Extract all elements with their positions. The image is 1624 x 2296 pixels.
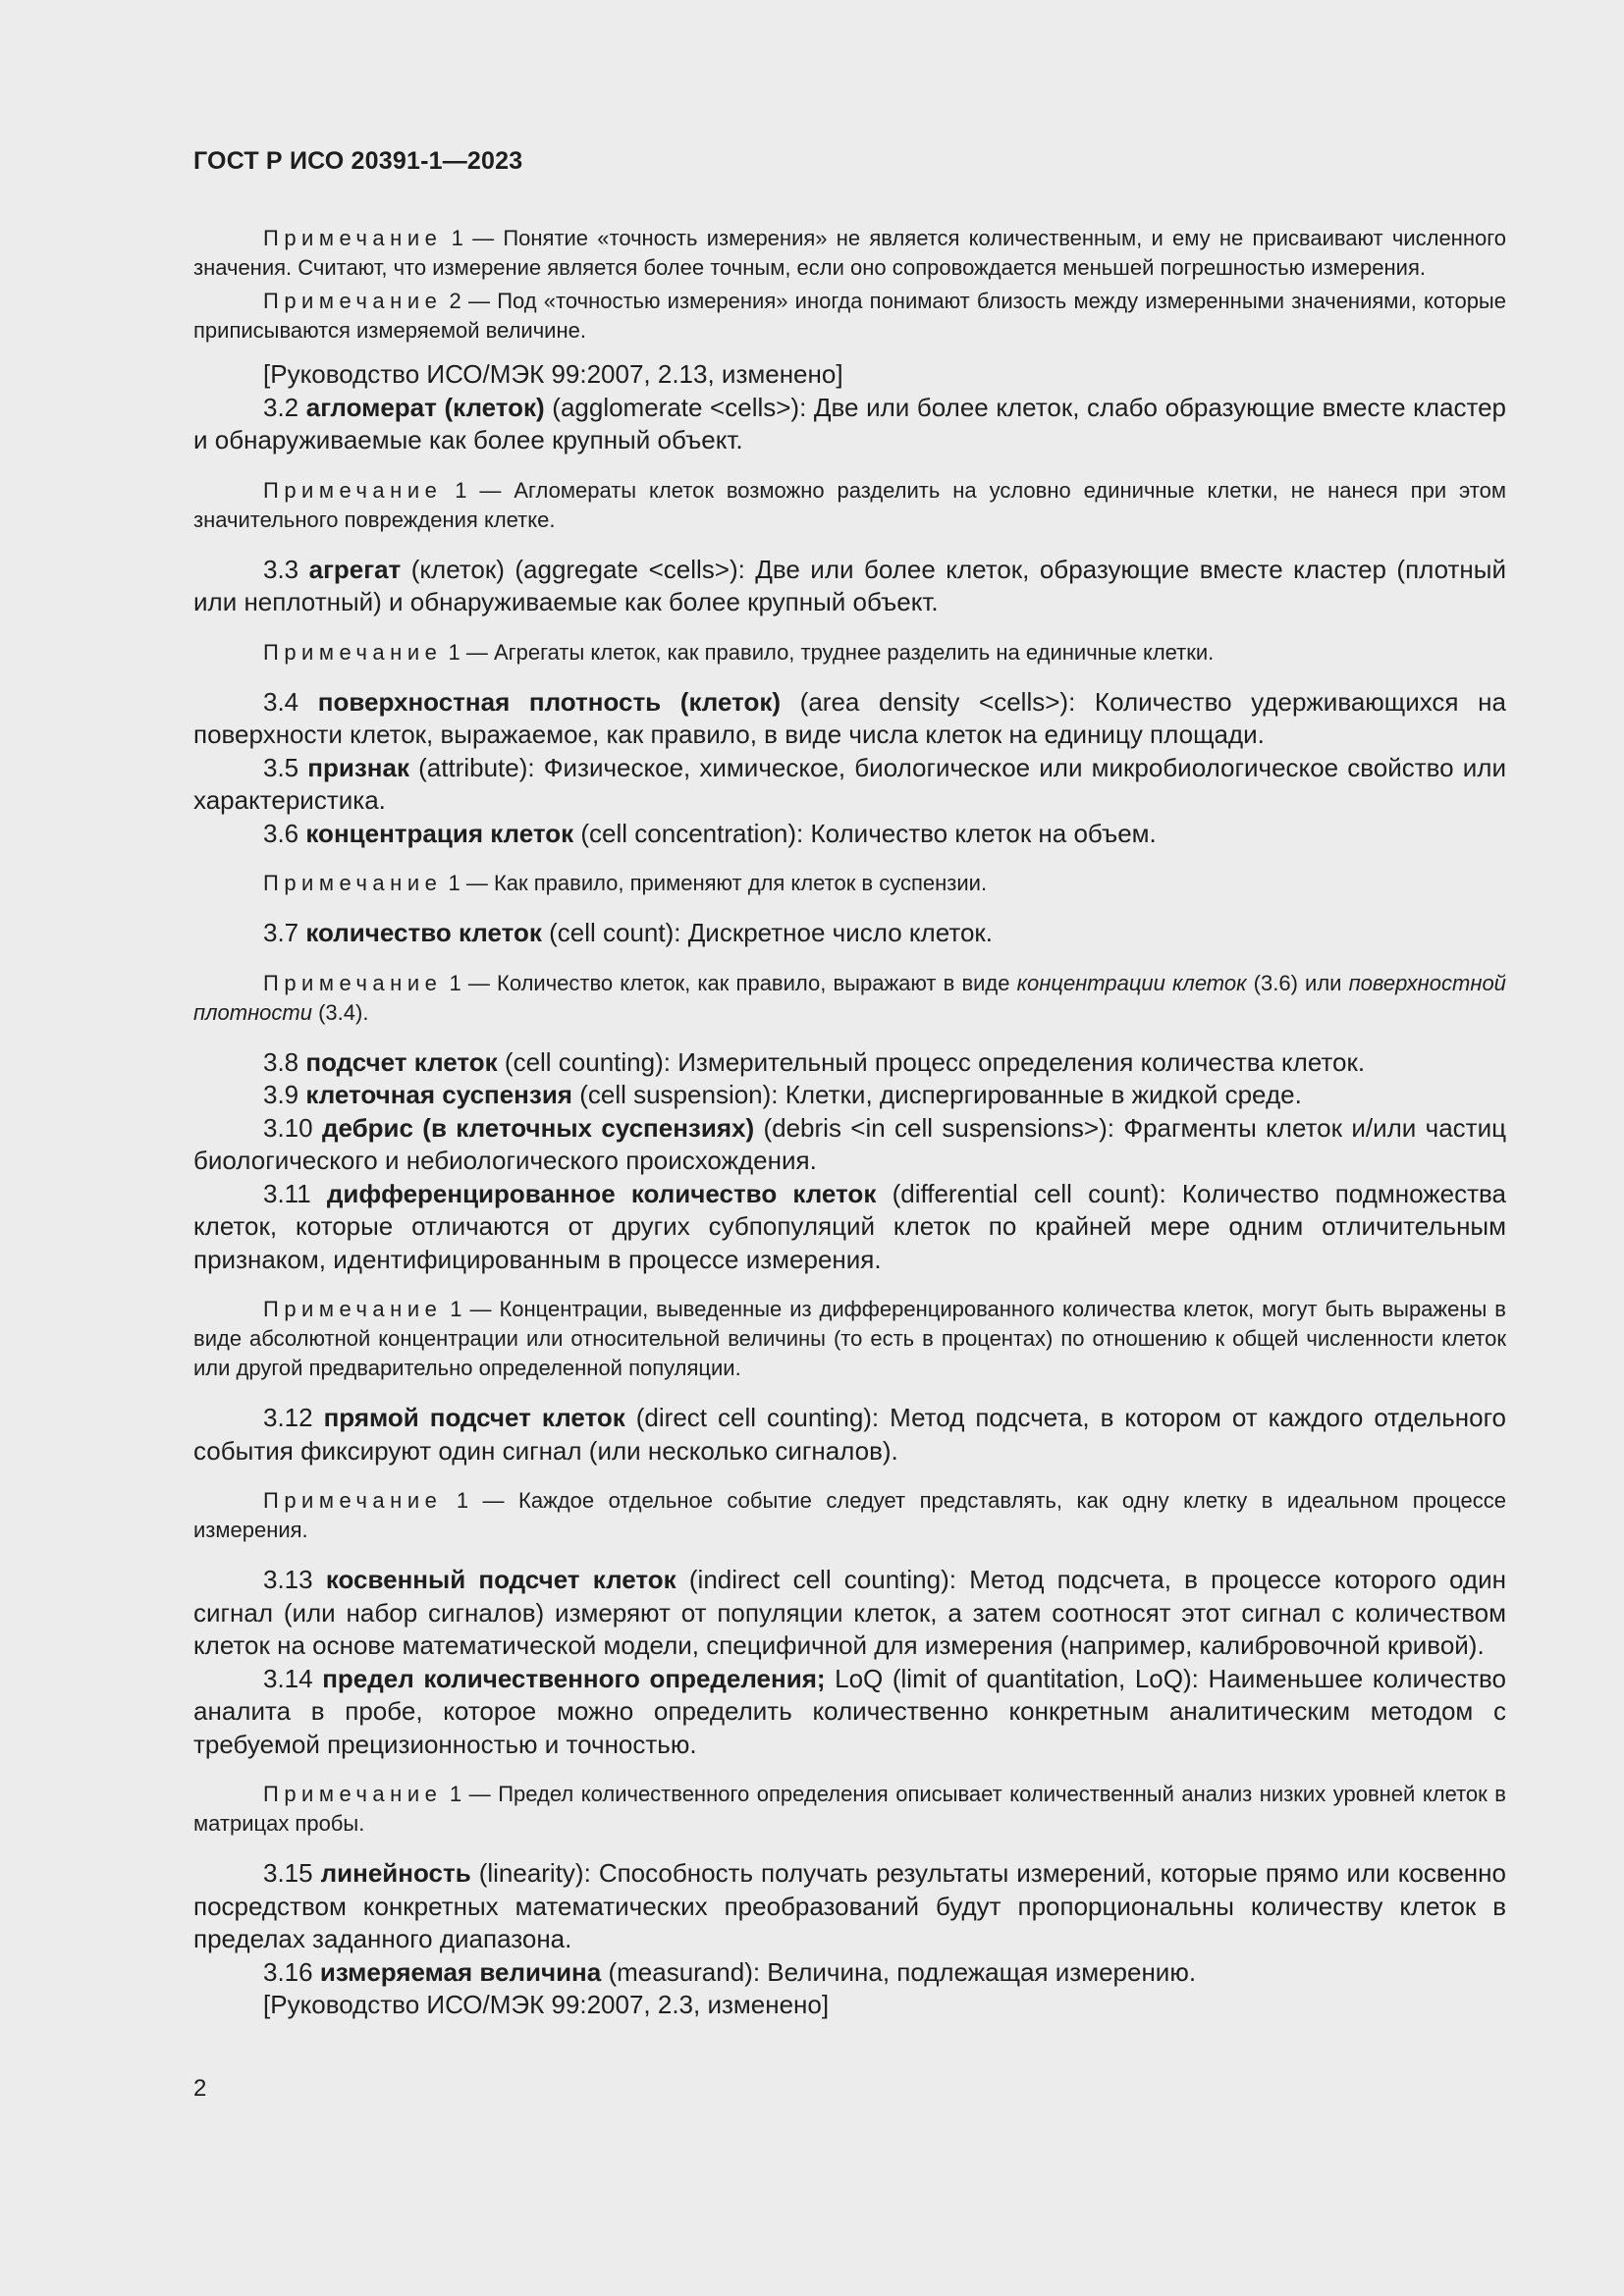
note [193,1295,1506,1383]
term-definition: (attribute): Физическое, химическое, биологическое или микробиологическое свойство или характеристика. [193,752,1506,815]
note [193,969,1506,1028]
note-label: Примечание [263,477,443,503]
term-definition: (cell concentration): Количество клеток на объем. [580,818,1157,848]
term-entry [193,1663,1506,1762]
term-definition: (cell suspension): Клетки, диспергированные в жидкой среде. [579,1080,1302,1109]
term-name: концентрация клеток [305,818,574,848]
note-number: 1 — [448,639,488,665]
term-entry [193,1046,1506,1080]
note-text: Под «точностью измерения» иногда понимают близость между измеренными значениями, которые приписываются измеряемой величине. [193,289,1506,343]
term-name: признак [307,752,409,782]
note-text: Агрегаты клеток, как правило, труднее разделить на единичные клетки. [493,639,1215,665]
note [193,638,1506,667]
note-label: Примечание [263,1488,443,1513]
term-name: линейность [320,1858,471,1888]
note-number: 1 — [455,477,502,503]
term-definition: (cell count): Дискретное число клеток. [549,918,993,947]
term-entry [193,392,1506,457]
note-text: Агломераты клеток возможно разделить на условно единичные клетки, не нанеся при этом значительного повреждения клетке. [193,477,1506,532]
standard-title: ГОСТ Р ИСО 20391-1—2023 [193,147,523,175]
term-number: 3.13 [263,1565,313,1594]
note-number: 1 — [451,226,495,250]
term-definition: (area density <cells>): Количество удерживающихся на поверхности клеток, выражаемое, как правило, в виде числа клеток на единицу площади. [193,686,1506,749]
note-label: Примечание [263,639,443,665]
term-name: количество клеток [305,918,542,947]
term-entry [193,1178,1506,1277]
term-name: клеточная суспензия [305,1080,572,1109]
note-text: Как правило, применяют для клеток в суспензии. [493,871,988,895]
note [193,1780,1506,1839]
note-text: Предел количественного определения описывает количественный анализ низких уровней клеток в матрицах пробы. [193,1782,1506,1836]
term-entry [193,1402,1506,1468]
term-number: 3.14 [263,1663,313,1693]
term-entry [193,917,1506,950]
term-name: агрегат [308,554,402,584]
term-definition: (linearity): Способность получать результаты измерений, которые прямо или косвенно посредством конкретных математических преобразований будут пропорциональны количеству клеток в пределах заданного диапазона. [193,1858,1506,1953]
term-number: 3.3 [263,554,299,584]
term-definition: (direct cell counting): Метод подсчета, в котором от каждого отдельного события фиксируют один сигнал (или несколько сигналов). [193,1403,1506,1466]
term-number: 3.5 [263,752,299,782]
note-label: Примечание [263,1782,443,1806]
term-entry [193,1956,1506,1990]
document-body [193,224,1506,2022]
term-number: 3.6 [263,818,299,848]
source-reference: [Руководство ИСО/МЭК 99:2007, 2.13, изменено] [263,359,843,389]
term-name: подсчет клеток [305,1046,498,1077]
term-name: прямой подсчет клеток [323,1403,625,1432]
term-number: 3.12 [263,1403,313,1432]
term-reference: концентрации клеток [1016,970,1247,995]
term-number: 3.4 [263,686,299,717]
term-entry [193,1857,1506,1956]
note [193,287,1506,346]
term-definition: LoQ (limit of quantitation, LoQ): Наименьшее количество аналита в пробе, которое можно определить количественно конкретным аналитическим методом с требуемой прецизионностью и точностью. [193,1663,1506,1759]
note-text: Понятие «точность измерения» не является количественным, и ему не присваивают численного значения. Считают, что измерение является более точным, если оно сопровождается меньшей погрешностью измерения. [193,226,1506,280]
term-number: 3.16 [263,1956,313,1987]
note-number: 1 — [448,871,488,895]
term-definition: (indirect cell counting): Метод подсчета, в процессе которого один сигнал (или набор сигналов) измеряют от популяции клеток, а затем соотносят этот сигнал с количеством клеток на основе математической модели, специфичной для измерения (например, калибровочной кривой). [193,1565,1506,1660]
note-number: 1 — [450,1297,492,1321]
term-entry [193,686,1506,752]
note-label: Примечание [263,226,443,250]
term-entry [193,1564,1506,1663]
note-text: Количество клеток, как правило, выражают в виде [497,970,1010,995]
term-reference: поверхностной плотности [193,970,1506,1025]
note-text: (3.4). [318,999,369,1025]
term-name: измеряемая величина [319,1956,602,1987]
note [193,1486,1506,1545]
term-definition: (cell counting): Измерительный процесс определения количества клеток. [504,1046,1366,1077]
term-number: 3.11 [263,1178,311,1208]
term-name: поверхностная плотность (клеток) [317,686,782,717]
note-text: Каждое отдельное событие следует представлять, как одну клетку в идеальном процессе измерения. [193,1488,1506,1542]
term-definition: (agglomerate <cells>): Две или более клеток, слабо образующие вместе кластер и обнаруживаемые как более крупный объект. [193,392,1506,454]
term-number: 3.15 [263,1858,313,1888]
term-entry [193,1079,1506,1112]
term-number: 3.10 [263,1112,313,1143]
term-name: дифференцированное количество клеток [326,1178,877,1208]
term-number: 3.9 [263,1080,299,1109]
page-number: 2 [193,2075,207,2102]
term-definition: (differential cell count): Количество подмножества клеток, которые отличаются от других субпопуляций клеток по крайней мере одним отличительным признаком, идентифицированным в процессе измерения. [193,1178,1507,1274]
term-entry [193,554,1506,619]
term-definition: (measurand): Величина, подлежащая измерению. [608,1956,1197,1987]
note-label: Примечание [263,289,443,313]
note-text: (3.6) или [1253,970,1342,995]
term-entry [193,752,1506,818]
note-number: 1 — [449,970,490,995]
term-name: агломерат (клеток) [305,392,545,422]
note [193,224,1506,283]
note-label: Примечание [263,970,443,995]
term-definition: (debris <in cell suspensions>): Фрагменты клеток и/или частиц биологического и небиологического происхождения. [193,1112,1506,1175]
note-number: 1 — [449,1782,491,1806]
note-label: Примечание [263,871,443,895]
term-name: дебрис (в клеточных суспензиях) [321,1112,755,1143]
note-number: 2 — [449,289,490,313]
term-entry [193,1112,1506,1178]
term-number: 3.2 [263,392,299,422]
note-text: Концентрации, выведенные из дифференцированного количества клеток, могут быть выражены в виде абсолютной концентрации или относительной величины (то есть в процентах) по отношению к общей численности клеток или другой предварительно определенной популяции. [193,1297,1506,1380]
term-definition: (клеток) (aggregate <cells>): Две или более клеток, образующие вместе кластер (плотный или неплотный) и обнаруживаемые как более крупный объект. [193,554,1506,616]
term-number: 3.7 [263,918,299,947]
term-name: предел количественного определения; [322,1663,826,1693]
note-label: Примечание [263,1297,443,1321]
term-number: 3.8 [263,1046,299,1077]
note [193,869,1506,898]
note-number: 1 — [456,1488,505,1513]
term-name: косвенный подсчет клеток [325,1565,677,1594]
term-entry [193,818,1506,851]
source-reference: [Руководство ИСО/МЭК 99:2007, 2.3, изменено] [263,1990,830,2019]
note [193,476,1506,535]
